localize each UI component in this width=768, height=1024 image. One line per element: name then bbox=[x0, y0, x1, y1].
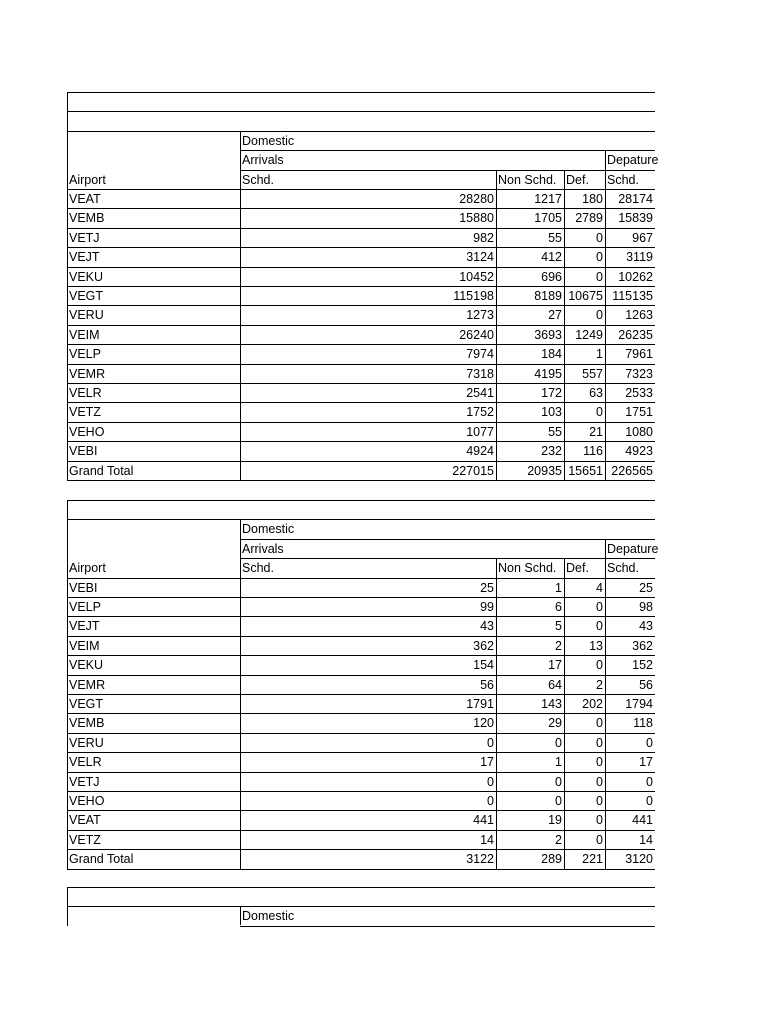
departures-schd-cell: 7323 bbox=[625, 367, 653, 381]
arrivals-header: Arrivals bbox=[242, 153, 284, 167]
arrivals-schd-cell: 99 bbox=[480, 600, 494, 614]
airport-header: Airport bbox=[69, 561, 106, 575]
departures-schd-cell: 14 bbox=[639, 833, 653, 847]
arrivals-schd-cell: 26240 bbox=[459, 328, 494, 342]
grid-line bbox=[67, 500, 655, 501]
arrivals-non-schd-cell: 64 bbox=[548, 678, 562, 692]
domestic-header: Domestic bbox=[242, 134, 295, 148]
grid-line bbox=[67, 887, 68, 926]
arrivals-def-cell: 0 bbox=[596, 794, 603, 808]
grid-line bbox=[240, 906, 241, 925]
departures-schd-cell: 0 bbox=[646, 794, 653, 808]
grid-line bbox=[605, 539, 606, 870]
arrivals-def-cell: 557 bbox=[582, 367, 603, 381]
departures-schd-cell: 0 bbox=[646, 775, 653, 789]
arrivals-def-cell: 2789 bbox=[575, 211, 603, 225]
airport-cell: Grand Total bbox=[69, 852, 134, 866]
grid-line bbox=[67, 887, 655, 888]
arrivals-def-cell: 116 bbox=[583, 444, 603, 458]
arrivals-def-cell: 0 bbox=[596, 231, 603, 245]
airport-cell: VETJ bbox=[69, 231, 100, 245]
arrivals-schd-cell: 25 bbox=[480, 581, 494, 595]
airport-cell: VEBI bbox=[69, 444, 98, 458]
airport-cell: VEMR bbox=[69, 367, 106, 381]
departures-schd-cell: 56 bbox=[639, 678, 653, 692]
arrivals-schd-cell: 1273 bbox=[466, 308, 494, 322]
arrivals-schd-cell: 0 bbox=[487, 794, 494, 808]
arrivals-non-schd-cell: 1 bbox=[555, 755, 562, 769]
arrivals-schd-cell: 227015 bbox=[452, 464, 494, 478]
arrivals-schd-cell: 2541 bbox=[466, 386, 494, 400]
arrivals-non-schd-cell: 184 bbox=[541, 347, 562, 361]
departures-schd-cell: 441 bbox=[632, 813, 653, 827]
airport-cell: VERU bbox=[69, 736, 104, 750]
arrivals-non-schd-cell: 19 bbox=[548, 813, 562, 827]
arrivals-schd-cell: 1791 bbox=[466, 697, 494, 711]
airport-cell: VEGT bbox=[69, 289, 104, 303]
domestic-header: Domestic bbox=[242, 909, 295, 923]
arrivals-def-cell: 10675 bbox=[568, 289, 603, 303]
airport-cell: VEIM bbox=[69, 639, 100, 653]
arrivals-non-schd-cell: 2 bbox=[555, 639, 562, 653]
departures-schd-cell: 1751 bbox=[625, 405, 653, 419]
arrivals-def-cell: 0 bbox=[596, 600, 603, 614]
arrivals-def-cell: 0 bbox=[596, 755, 603, 769]
arrivals-schd-cell: 10452 bbox=[459, 270, 494, 284]
arrivals-non-schd-cell: 412 bbox=[541, 250, 562, 264]
arrivals-non-schd-header: Non Schd. bbox=[498, 173, 557, 187]
arrivals-schd-cell: 441 bbox=[473, 813, 494, 827]
grid-line bbox=[605, 150, 606, 481]
arrivals-non-schd-cell: 143 bbox=[541, 697, 562, 711]
arrivals-non-schd-cell: 55 bbox=[548, 425, 562, 439]
grid-line bbox=[496, 170, 497, 481]
arrivals-def-header: Def. bbox=[566, 561, 589, 575]
airport-cell: VEHO bbox=[69, 794, 105, 808]
arrivals-def-cell: 13 bbox=[589, 639, 603, 653]
arrivals-schd-cell: 1077 bbox=[466, 425, 494, 439]
airport-cell: VELR bbox=[69, 386, 102, 400]
airport-cell: VEKU bbox=[69, 658, 104, 672]
grid-line bbox=[564, 170, 565, 481]
departures-schd-cell: 1794 bbox=[625, 697, 653, 711]
arrivals-def-cell: 0 bbox=[596, 270, 603, 284]
arrivals-non-schd-cell: 27 bbox=[548, 308, 562, 322]
departures-schd-cell: 4923 bbox=[625, 444, 653, 458]
arrivals-def-cell: 0 bbox=[596, 308, 603, 322]
departures-header: Depature bbox=[607, 542, 659, 556]
departures-schd-cell: 0 bbox=[646, 736, 653, 750]
arrivals-schd-cell: 3124 bbox=[466, 250, 494, 264]
departures-schd-cell: 3119 bbox=[626, 250, 653, 264]
arrivals-non-schd-cell: 4195 bbox=[534, 367, 562, 381]
arrivals-non-schd-cell: 3693 bbox=[534, 328, 562, 342]
arrivals-non-schd-cell: 5 bbox=[555, 619, 562, 633]
departures-schd-cell: 118 bbox=[633, 716, 653, 730]
arrivals-def-cell: 1249 bbox=[575, 328, 603, 342]
airport-cell: VETZ bbox=[69, 833, 101, 847]
arrivals-non-schd-cell: 0 bbox=[555, 794, 562, 808]
arrivals-def-cell: 221 bbox=[582, 852, 603, 866]
arrivals-schd-cell: 17 bbox=[480, 755, 494, 769]
arrivals-def-cell: 0 bbox=[596, 658, 603, 672]
airport-cell: VERU bbox=[69, 308, 104, 322]
arrivals-def-cell: 0 bbox=[596, 716, 603, 730]
departures-schd-cell: 2533 bbox=[625, 386, 653, 400]
arrivals-def-cell: 0 bbox=[596, 833, 603, 847]
grid-line bbox=[240, 926, 655, 927]
arrivals-def-cell: 2 bbox=[596, 678, 603, 692]
departures-schd-header: Schd. bbox=[607, 173, 639, 187]
arrivals-def-cell: 0 bbox=[596, 736, 603, 750]
airport-cell: VEGT bbox=[69, 697, 104, 711]
arrivals-schd-cell: 0 bbox=[487, 775, 494, 789]
airport-cell: VEKU bbox=[69, 270, 104, 284]
arrivals-schd-cell: 115198 bbox=[453, 289, 494, 303]
departures-schd-cell: 26235 bbox=[618, 328, 653, 342]
grid-line bbox=[67, 92, 655, 93]
airport-cell: VEJT bbox=[69, 250, 100, 264]
departures-schd-cell: 10262 bbox=[618, 270, 653, 284]
airport-cell: VELR bbox=[69, 755, 102, 769]
airport-header: Airport bbox=[69, 173, 106, 187]
airport-cell: VELP bbox=[69, 347, 101, 361]
arrivals-def-cell: 4 bbox=[596, 581, 603, 595]
arrivals-schd-cell: 1752 bbox=[466, 405, 494, 419]
arrivals-schd-cell: 362 bbox=[473, 639, 494, 653]
departures-schd-cell: 17 bbox=[639, 755, 653, 769]
arrivals-def-cell: 21 bbox=[589, 425, 603, 439]
arrivals-def-cell: 63 bbox=[589, 386, 603, 400]
departures-schd-cell: 1080 bbox=[625, 425, 653, 439]
arrivals-schd-cell: 7318 bbox=[466, 367, 494, 381]
arrivals-schd-cell: 3122 bbox=[466, 852, 494, 866]
arrivals-def-cell: 0 bbox=[596, 250, 603, 264]
grid-line bbox=[496, 558, 497, 869]
arrivals-non-schd-header: Non Schd. bbox=[498, 561, 557, 575]
arrivals-schd-cell: 7974 bbox=[466, 347, 494, 361]
airport-cell: VETJ bbox=[69, 775, 100, 789]
domestic-header: Domestic bbox=[242, 522, 295, 536]
arrivals-non-schd-cell: 6 bbox=[555, 600, 562, 614]
arrivals-schd-cell: 14 bbox=[480, 833, 494, 847]
departures-schd-cell: 15839 bbox=[618, 211, 653, 225]
departures-schd-cell: 28174 bbox=[618, 192, 653, 206]
airport-cell: Grand Total bbox=[69, 464, 134, 478]
airport-cell: VELP bbox=[69, 600, 101, 614]
departures-schd-cell: 3120 bbox=[625, 852, 653, 866]
arrivals-non-schd-cell: 1217 bbox=[534, 192, 562, 206]
arrivals-schd-cell: 982 bbox=[473, 231, 494, 245]
airport-cell: VEHO bbox=[69, 425, 105, 439]
airport-cell: VEJT bbox=[69, 619, 100, 633]
arrivals-schd-header: Schd. bbox=[242, 173, 274, 187]
grid-line bbox=[67, 111, 655, 112]
airport-cell: VEIM bbox=[69, 328, 100, 342]
grid-line bbox=[240, 131, 241, 481]
departures-schd-cell: 115135 bbox=[612, 289, 653, 303]
arrivals-def-header: Def. bbox=[566, 173, 589, 187]
departures-schd-cell: 152 bbox=[632, 658, 653, 672]
arrivals-non-schd-cell: 172 bbox=[541, 386, 562, 400]
arrivals-non-schd-cell: 289 bbox=[541, 852, 562, 866]
arrivals-schd-cell: 0 bbox=[487, 736, 494, 750]
arrivals-def-cell: 0 bbox=[596, 619, 603, 633]
arrivals-schd-cell: 120 bbox=[473, 716, 494, 730]
departures-schd-cell: 98 bbox=[639, 600, 653, 614]
departures-header: Depature bbox=[607, 153, 659, 167]
arrivals-header: Arrivals bbox=[242, 542, 284, 556]
airport-cell: VEAT bbox=[69, 192, 101, 206]
arrivals-non-schd-cell: 1 bbox=[555, 581, 562, 595]
airport-cell: VETZ bbox=[69, 405, 101, 419]
arrivals-def-cell: 1 bbox=[596, 347, 603, 361]
arrivals-def-cell: 0 bbox=[596, 813, 603, 827]
arrivals-def-cell: 202 bbox=[582, 697, 603, 711]
grid-line bbox=[67, 869, 655, 870]
departures-schd-cell: 43 bbox=[639, 619, 653, 633]
arrivals-schd-header: Schd. bbox=[242, 561, 274, 575]
grid-line bbox=[240, 519, 241, 869]
arrivals-non-schd-cell: 17 bbox=[548, 658, 562, 672]
arrivals-schd-cell: 154 bbox=[473, 658, 494, 672]
grid-line bbox=[67, 480, 655, 481]
arrivals-non-schd-cell: 8189 bbox=[534, 289, 562, 303]
departures-schd-cell: 362 bbox=[632, 639, 653, 653]
arrivals-schd-cell: 15880 bbox=[459, 211, 494, 225]
arrivals-def-cell: 180 bbox=[582, 192, 603, 206]
arrivals-schd-cell: 56 bbox=[480, 678, 494, 692]
departures-schd-cell: 7961 bbox=[625, 347, 653, 361]
arrivals-schd-cell: 4924 bbox=[466, 444, 494, 458]
grid-line bbox=[67, 500, 68, 870]
departures-schd-cell: 25 bbox=[639, 581, 653, 595]
arrivals-def-cell: 0 bbox=[596, 775, 603, 789]
arrivals-non-schd-cell: 20935 bbox=[527, 464, 562, 478]
arrivals-non-schd-cell: 1705 bbox=[534, 211, 562, 225]
departures-schd-cell: 226565 bbox=[611, 464, 653, 478]
arrivals-non-schd-cell: 29 bbox=[548, 716, 562, 730]
airport-cell: VEAT bbox=[69, 813, 101, 827]
arrivals-non-schd-cell: 0 bbox=[555, 775, 562, 789]
airport-cell: VEMB bbox=[69, 211, 105, 225]
arrivals-schd-cell: 28280 bbox=[459, 192, 494, 206]
airport-cell: VEBI bbox=[69, 581, 98, 595]
arrivals-schd-cell: 43 bbox=[480, 619, 494, 633]
departures-schd-header: Schd. bbox=[607, 561, 639, 575]
grid-line bbox=[564, 558, 565, 869]
departures-schd-cell: 1263 bbox=[625, 308, 653, 322]
airport-cell: VEMR bbox=[69, 678, 106, 692]
airport-cell: VEMB bbox=[69, 716, 105, 730]
arrivals-def-cell: 15651 bbox=[568, 464, 603, 478]
departures-schd-cell: 967 bbox=[632, 231, 653, 245]
grid-line bbox=[67, 92, 68, 481]
arrivals-non-schd-cell: 2 bbox=[555, 833, 562, 847]
arrivals-def-cell: 0 bbox=[596, 405, 603, 419]
arrivals-non-schd-cell: 232 bbox=[541, 444, 562, 458]
arrivals-non-schd-cell: 696 bbox=[541, 270, 562, 284]
arrivals-non-schd-cell: 0 bbox=[555, 736, 562, 750]
arrivals-non-schd-cell: 103 bbox=[541, 405, 562, 419]
arrivals-non-schd-cell: 55 bbox=[548, 231, 562, 245]
